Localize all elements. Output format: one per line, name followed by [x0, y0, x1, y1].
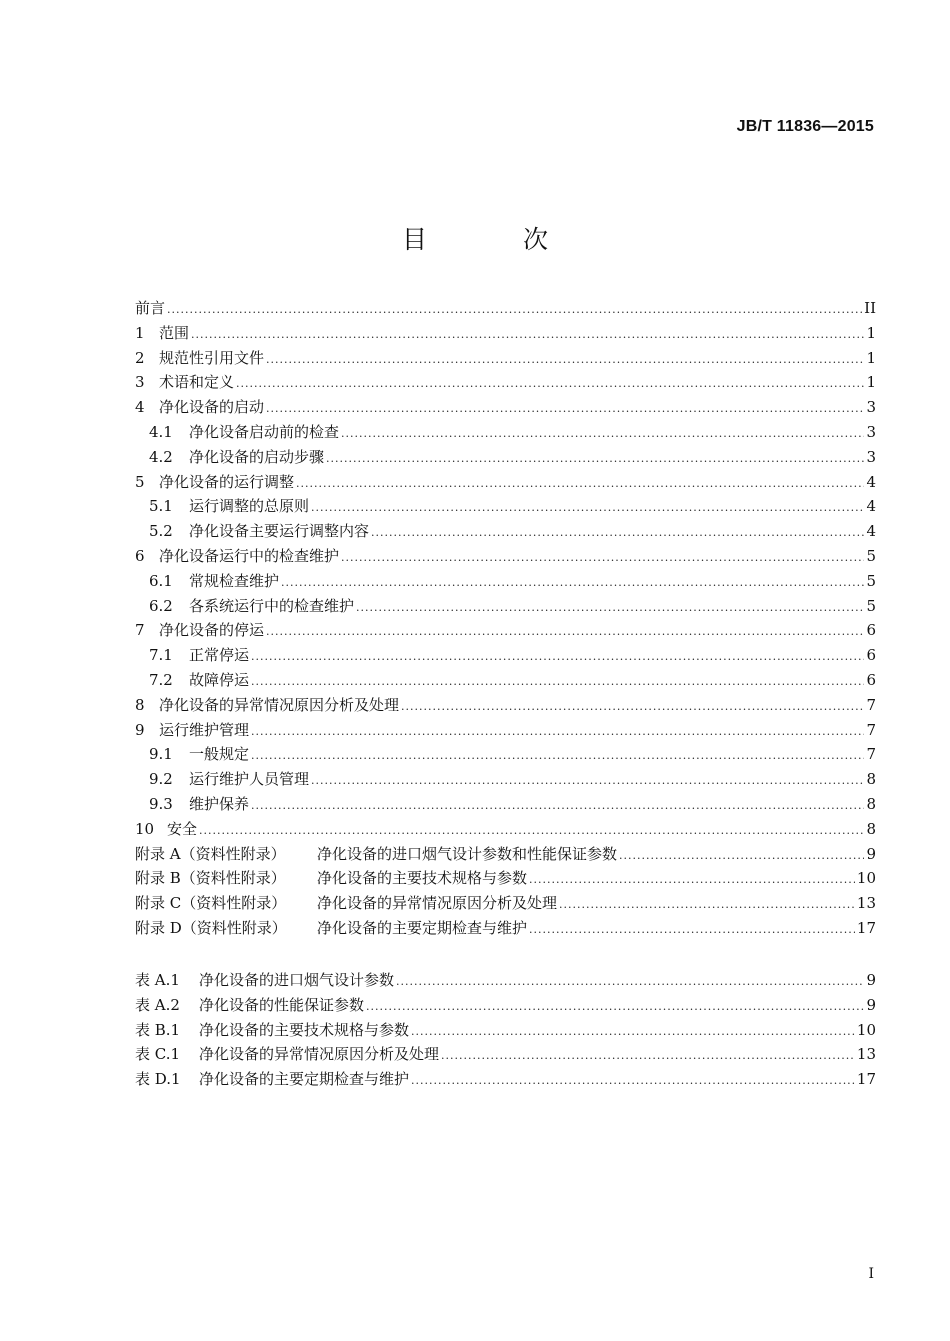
- toc-entry[interactable]: [135, 421, 876, 446]
- toc-entry-title: 净化设备的进口烟气设计参数: [199, 971, 395, 989]
- toc-entry-page: 7: [866, 745, 876, 764]
- toc-entry-number: 10: [135, 819, 155, 838]
- toc-entry-title: 常规检查维护: [189, 571, 280, 590]
- toc-entry-number: 6.1: [149, 571, 173, 590]
- toc-entry-number: 5.1: [149, 497, 173, 516]
- toc-entry-title: 净化设备的异常情况原因分析及处理: [317, 894, 558, 913]
- toc-entry-title: 净化设备的主要定期检查与维护: [199, 1070, 410, 1089]
- toc-entry-number: 表 A.1: [135, 971, 180, 989]
- dot-leader: [559, 898, 855, 911]
- toc-entry-title: 净化设备的异常情况原因分析及处理: [199, 1045, 440, 1064]
- toc-entry[interactable]: [135, 322, 876, 347]
- dot-leader: [199, 824, 864, 837]
- dot-leader: [251, 725, 864, 738]
- toc-entry-page: 8: [866, 794, 876, 813]
- toc-entry[interactable]: [135, 644, 876, 669]
- toc-entry-title: 净化设备的进口烟气设计参数和性能保证参数: [317, 844, 618, 863]
- toc-entry[interactable]: [135, 1068, 876, 1093]
- dot-leader: [167, 303, 862, 316]
- toc-entry-number: 4.2: [149, 447, 173, 466]
- toc-entry-number: 1: [135, 323, 145, 342]
- toc-entry-number: 5: [135, 472, 145, 491]
- toc-entry-page: 10: [856, 869, 876, 888]
- toc-entry-number: 7: [135, 621, 145, 640]
- dot-leader: [396, 975, 864, 988]
- dot-leader: [296, 477, 864, 490]
- toc-entry[interactable]: [135, 595, 876, 620]
- toc-entry-number: 表 B.1: [135, 1020, 181, 1039]
- toc-entry-number: 9.3: [149, 794, 173, 813]
- toc-entry-page: 6: [866, 621, 876, 640]
- toc-entry[interactable]: [135, 917, 876, 942]
- dot-leader: [251, 650, 864, 663]
- dot-leader: [619, 849, 864, 862]
- toc-entry-number: 7.1: [149, 646, 173, 665]
- toc-entry-number: 表 D.1: [135, 1070, 181, 1089]
- toc-entry-page: 1: [866, 348, 876, 367]
- dot-leader: [371, 526, 864, 539]
- toc-entry-title: 运行维护人员管理: [189, 770, 310, 789]
- toc-entry-page: II: [864, 299, 876, 317]
- toc-entry[interactable]: [135, 570, 876, 595]
- toc-entry-title: 范围: [159, 323, 190, 342]
- toc-entry-number: 9: [135, 720, 145, 739]
- dot-leader: [326, 452, 864, 465]
- toc-entry[interactable]: [135, 1043, 876, 1068]
- toc-entry-page: 4: [866, 522, 876, 541]
- toc-entry-page: 17: [856, 918, 876, 937]
- toc-entry-page: 4: [866, 497, 876, 516]
- toc-entry-title: 各系统运行中的检查维护: [189, 596, 355, 615]
- toc-entry-page: 9: [866, 971, 876, 989]
- toc-entry[interactable]: [135, 892, 876, 917]
- toc-entry-page: 13: [856, 894, 876, 913]
- toc-entry[interactable]: [135, 297, 876, 322]
- toc-entry[interactable]: [135, 520, 876, 545]
- toc-entry-title: 净化设备的主要定期检查与维护: [317, 918, 528, 937]
- dot-leader: [236, 377, 864, 390]
- toc-entry[interactable]: [135, 793, 876, 818]
- toc-entry-page: 6: [866, 646, 876, 665]
- toc-entry-title: 净化设备的运行调整: [159, 472, 295, 491]
- toc-entry-page: 3: [866, 398, 876, 417]
- dot-leader: [311, 774, 864, 787]
- toc-entry[interactable]: [135, 371, 876, 396]
- dot-leader: [356, 601, 864, 614]
- toc-entry[interactable]: [135, 719, 876, 744]
- page-title: 目 次: [402, 225, 592, 254]
- toc-entry-title: 净化设备的启动步骤: [189, 447, 325, 466]
- toc-entry-page: 1: [866, 323, 876, 342]
- toc-entry-page: 5: [866, 596, 876, 615]
- toc-entry-page: 7: [866, 695, 876, 714]
- toc-entry-title: 规范性引用文件: [159, 348, 265, 367]
- toc-entry-number: 8: [135, 695, 145, 714]
- toc-entry-page: 3: [866, 447, 876, 466]
- toc-entry-title: 运行调整的总原则: [189, 497, 310, 516]
- toc-entry-page: 17: [856, 1070, 876, 1089]
- dot-leader: [441, 1049, 855, 1062]
- dot-leader: [266, 402, 864, 415]
- toc-entry-page: 5: [866, 546, 876, 565]
- toc-entry-page: 5: [866, 571, 876, 590]
- toc-entry-title: 净化设备的启动: [159, 398, 265, 417]
- toc-entry[interactable]: [135, 545, 876, 570]
- toc-entry-number: 4.1: [149, 422, 173, 441]
- toc-entry-title: 净化设备的停运: [159, 621, 265, 640]
- toc-entry-page: 7: [866, 720, 876, 739]
- toc-entry-number: 附录 C（资料性附录）: [135, 894, 287, 913]
- toc-entry[interactable]: [135, 669, 876, 694]
- dot-leader: [529, 873, 855, 886]
- toc-entry-title: 前言: [135, 299, 166, 317]
- toc-entry-title: 运行维护管理: [159, 720, 250, 739]
- toc-entry[interactable]: [135, 743, 876, 768]
- toc-entry-title: 术语和定义: [159, 373, 235, 392]
- toc-entry-number: 4: [135, 398, 145, 417]
- toc-entry-page: 6: [866, 670, 876, 689]
- toc-entry-page: 8: [866, 819, 876, 838]
- toc-entry[interactable]: [135, 867, 876, 892]
- dot-leader: [411, 1074, 855, 1087]
- toc-entry-page: 10: [856, 1020, 876, 1039]
- toc-entry-number: 9.2: [149, 770, 173, 789]
- toc-entry[interactable]: [135, 994, 876, 1019]
- toc-entry-number: 表 C.1: [135, 1045, 181, 1064]
- toc-entry-title: 一般规定: [189, 745, 250, 764]
- toc-entry-number: 6: [135, 546, 145, 565]
- toc-entry-title: 净化设备运行中的检查维护: [159, 546, 340, 565]
- toc-entry[interactable]: [135, 396, 876, 421]
- toc-entry-number: 3: [135, 373, 145, 392]
- toc-entry-number: 附录 B（资料性附录）: [135, 869, 286, 888]
- dot-leader: [266, 625, 864, 638]
- dot-leader: [341, 427, 864, 440]
- toc-entry-number: 附录 A（资料性附录）: [135, 844, 286, 863]
- toc-entry-title: 净化设备的性能保证参数: [199, 995, 365, 1014]
- toc-entry[interactable]: [135, 471, 876, 496]
- toc-entry-page: 8: [866, 770, 876, 789]
- dot-leader: [341, 551, 864, 564]
- dot-leader: [251, 675, 864, 688]
- toc-entry[interactable]: [135, 694, 876, 719]
- toc-entry[interactable]: [135, 495, 876, 520]
- dot-leader: [251, 799, 864, 812]
- dot-leader: [311, 501, 864, 514]
- toc-entry-number: 6.2: [149, 596, 173, 615]
- dot-leader: [366, 1000, 864, 1013]
- toc-entry-title: 故障停运: [189, 670, 250, 689]
- dot-leader: [251, 749, 864, 762]
- dot-leader: [401, 700, 864, 713]
- page-number: I: [868, 1266, 874, 1282]
- toc-entry[interactable]: [135, 347, 876, 372]
- toc-entry-title: 净化设备的异常情况原因分析及处理: [159, 695, 400, 714]
- toc-entry-number: 7.2: [149, 670, 173, 689]
- toc-entry-page: 9: [866, 844, 876, 863]
- toc-entry[interactable]: [135, 818, 876, 843]
- standard-number: JB/T 11836—2015: [736, 118, 874, 135]
- toc-entry-page: 9: [866, 995, 876, 1014]
- toc-entry-number: 2: [135, 348, 145, 367]
- toc-entry[interactable]: [135, 619, 876, 644]
- toc-entry[interactable]: [135, 1019, 876, 1044]
- table-of-contents: [135, 297, 876, 942]
- toc-entry-title: 净化设备的主要技术规格与参数: [317, 869, 528, 888]
- toc-entry-title: 净化设备主要运行调整内容: [189, 522, 370, 541]
- toc-entry-title: 正常停运: [189, 646, 250, 665]
- dot-leader: [266, 353, 864, 366]
- dot-leader: [411, 1025, 855, 1038]
- list-of-tables: [135, 969, 876, 1093]
- toc-entry[interactable]: [135, 768, 876, 793]
- toc-entry[interactable]: [135, 843, 876, 868]
- dot-leader: [529, 923, 855, 936]
- toc-entry-number: 5.2: [149, 522, 173, 541]
- toc-entry-number: 9.1: [149, 745, 173, 764]
- toc-entry-title: 维护保养: [189, 794, 250, 813]
- toc-entry[interactable]: [135, 969, 876, 994]
- toc-entry-number: 附录 D（资料性附录）: [135, 918, 287, 937]
- toc-entry-page: 4: [866, 472, 876, 491]
- toc-entry-title: 安全: [167, 819, 198, 838]
- toc-entry[interactable]: [135, 446, 876, 471]
- toc-entry-page: 3: [866, 422, 876, 441]
- toc-entry-page: 13: [856, 1045, 876, 1064]
- toc-entry-number: 表 A.2: [135, 995, 180, 1014]
- dot-leader: [281, 576, 864, 589]
- toc-entry-page: 1: [866, 373, 876, 392]
- toc-entry-title: 净化设备启动前的检查: [189, 422, 340, 441]
- dot-leader: [191, 328, 864, 341]
- toc-entry-title: 净化设备的主要技术规格与参数: [199, 1020, 410, 1039]
